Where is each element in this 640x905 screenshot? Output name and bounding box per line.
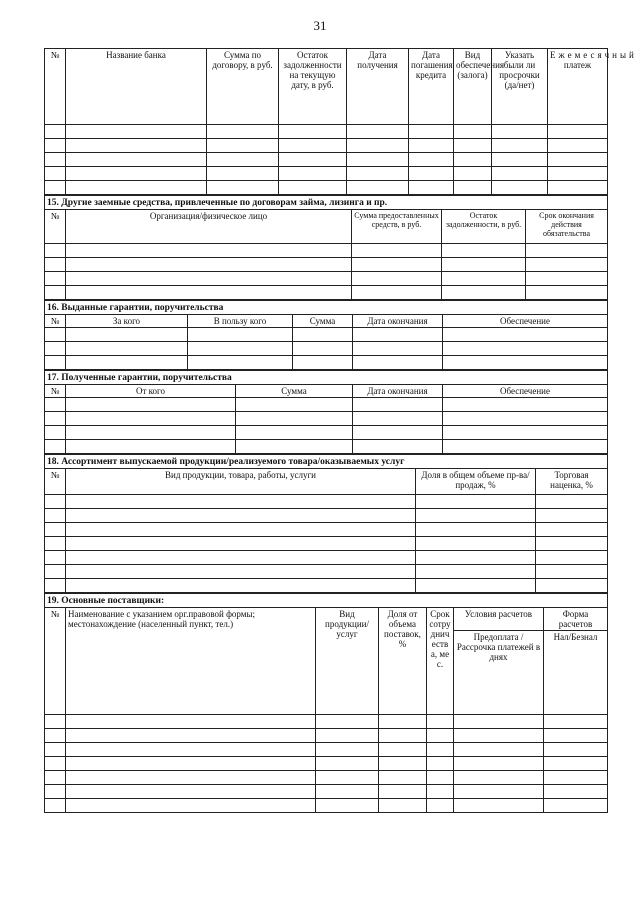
payment-label: платеж bbox=[563, 60, 592, 70]
empty-cell[interactable] bbox=[45, 258, 66, 272]
header-amount: Сумма bbox=[236, 385, 353, 398]
subheader-prepayment: Предоплата / Рассрочка платежей в днях bbox=[454, 631, 544, 715]
empty-cell[interactable] bbox=[379, 743, 427, 757]
empty-cell[interactable] bbox=[442, 286, 526, 300]
empty-cell[interactable] bbox=[353, 328, 443, 342]
empty-row bbox=[45, 785, 608, 799]
empty-cell[interactable] bbox=[66, 272, 352, 286]
empty-cell[interactable] bbox=[45, 771, 66, 785]
empty-cell[interactable] bbox=[548, 167, 608, 181]
header-for-whom: За кого bbox=[66, 315, 188, 328]
empty-cell[interactable] bbox=[544, 785, 608, 799]
empty-cell[interactable] bbox=[536, 537, 608, 551]
empty-cell[interactable] bbox=[45, 715, 66, 729]
empty-cell[interactable] bbox=[409, 153, 454, 167]
empty-cell[interactable] bbox=[66, 495, 416, 509]
header-product-kind: Вид продукции/услуг bbox=[316, 608, 379, 715]
empty-cell[interactable] bbox=[66, 579, 416, 593]
empty-row bbox=[45, 771, 608, 785]
empty-row bbox=[45, 440, 608, 454]
empty-cell[interactable] bbox=[45, 328, 66, 342]
empty-cell[interactable] bbox=[443, 426, 608, 440]
empty-cell[interactable] bbox=[45, 356, 66, 370]
empty-cell[interactable] bbox=[188, 356, 293, 370]
empty-cell[interactable] bbox=[45, 495, 66, 509]
empty-row bbox=[45, 167, 608, 181]
empty-row bbox=[45, 743, 608, 757]
empty-cell[interactable] bbox=[66, 167, 207, 181]
empty-cell[interactable] bbox=[353, 398, 443, 412]
empty-cell[interactable] bbox=[316, 729, 379, 743]
empty-cell[interactable] bbox=[66, 715, 316, 729]
section-15-title: 15. Другие заемные средства, привлеченные по договорам займа, лизинга и пр. bbox=[45, 196, 608, 210]
empty-cell[interactable] bbox=[45, 412, 66, 426]
empty-cell[interactable] bbox=[188, 342, 293, 356]
header-in-favor-of: В пользу кого bbox=[188, 315, 293, 328]
section-16-rows bbox=[45, 328, 608, 370]
empty-cell[interactable] bbox=[544, 771, 608, 785]
empty-cell[interactable] bbox=[544, 757, 608, 771]
empty-cell[interactable] bbox=[279, 139, 347, 153]
header-debt-balance: Остаток задолженности, в руб. bbox=[442, 210, 526, 244]
empty-cell[interactable] bbox=[379, 785, 427, 799]
empty-cell[interactable] bbox=[66, 342, 188, 356]
empty-cell[interactable] bbox=[416, 523, 536, 537]
empty-cell[interactable] bbox=[492, 125, 548, 139]
empty-cell[interactable] bbox=[45, 729, 66, 743]
empty-cell[interactable] bbox=[544, 729, 608, 743]
empty-cell[interactable] bbox=[316, 743, 379, 757]
header-provided-amount: Сумма предоставленных средств, в руб. bbox=[352, 210, 442, 244]
empty-cell[interactable] bbox=[66, 565, 416, 579]
empty-cell[interactable] bbox=[207, 167, 279, 181]
empty-cell[interactable] bbox=[347, 153, 409, 167]
section-15-rows bbox=[45, 244, 608, 300]
empty-cell[interactable] bbox=[207, 153, 279, 167]
empty-row bbox=[45, 258, 608, 272]
empty-cell[interactable] bbox=[454, 743, 544, 757]
empty-row bbox=[45, 729, 608, 743]
empty-cell[interactable] bbox=[526, 244, 608, 258]
header-security: Обеспечение bbox=[443, 385, 608, 398]
empty-cell[interactable] bbox=[236, 440, 353, 454]
empty-cell[interactable] bbox=[427, 757, 454, 771]
empty-cell[interactable] bbox=[492, 153, 548, 167]
section-19-rows bbox=[45, 715, 608, 813]
empty-cell[interactable] bbox=[353, 440, 443, 454]
header-end-date: Дата окончания bbox=[353, 385, 443, 398]
header-number: № bbox=[45, 210, 66, 244]
empty-row bbox=[45, 328, 608, 342]
empty-cell[interactable] bbox=[353, 356, 443, 370]
empty-cell[interactable] bbox=[279, 125, 347, 139]
empty-cell[interactable] bbox=[45, 244, 66, 258]
empty-cell[interactable] bbox=[45, 509, 66, 523]
empty-cell[interactable] bbox=[536, 523, 608, 537]
empty-cell[interactable] bbox=[66, 551, 416, 565]
empty-cell[interactable] bbox=[536, 551, 608, 565]
empty-cell[interactable] bbox=[45, 799, 66, 813]
empty-row bbox=[45, 153, 608, 167]
section-19-title: 19. Основные поставщики: bbox=[45, 594, 608, 608]
empty-cell[interactable] bbox=[66, 181, 207, 195]
monthly-label: Ежемесячный bbox=[550, 50, 637, 60]
empty-row bbox=[45, 426, 608, 440]
header-receipt-date: Дата получения bbox=[347, 49, 409, 125]
empty-cell[interactable] bbox=[293, 342, 353, 356]
empty-cell[interactable] bbox=[416, 565, 536, 579]
empty-cell[interactable] bbox=[188, 328, 293, 342]
header-amount: Сумма bbox=[293, 315, 353, 328]
empty-cell[interactable] bbox=[454, 785, 544, 799]
empty-cell[interactable] bbox=[454, 153, 492, 167]
header-markup-percent: Торговая наценка, % bbox=[536, 469, 608, 495]
header-number: № bbox=[45, 608, 66, 715]
empty-cell[interactable] bbox=[492, 139, 548, 153]
header-bank-name: Название банка bbox=[66, 49, 207, 125]
empty-cell[interactable] bbox=[379, 799, 427, 813]
empty-cell[interactable] bbox=[352, 244, 442, 258]
header-obligation-end: Срок окончания действия обязательства bbox=[526, 210, 608, 244]
empty-cell[interactable] bbox=[279, 153, 347, 167]
section-17-title: 17. Полученные гарантии, поручительства bbox=[45, 371, 608, 385]
empty-cell[interactable] bbox=[207, 125, 279, 139]
empty-cell[interactable] bbox=[66, 153, 207, 167]
empty-cell[interactable] bbox=[66, 509, 416, 523]
empty-cell[interactable] bbox=[416, 509, 536, 523]
empty-cell[interactable] bbox=[45, 743, 66, 757]
empty-cell[interactable] bbox=[352, 272, 442, 286]
empty-cell[interactable] bbox=[207, 181, 279, 195]
empty-row bbox=[45, 398, 608, 412]
empty-cell[interactable] bbox=[45, 153, 66, 167]
empty-cell[interactable] bbox=[279, 181, 347, 195]
header-debt-balance: Остаток задолженности на текущую дату, в руб. bbox=[279, 49, 347, 125]
empty-cell[interactable] bbox=[442, 272, 526, 286]
empty-row bbox=[45, 799, 608, 813]
empty-cell[interactable] bbox=[66, 398, 236, 412]
empty-cell[interactable] bbox=[45, 551, 66, 565]
empty-cell[interactable] bbox=[66, 139, 207, 153]
header-supply-share: Доля от объема поставок, % bbox=[379, 608, 427, 715]
empty-row bbox=[45, 495, 608, 509]
section-16-table bbox=[44, 300, 608, 370]
empty-row bbox=[45, 537, 608, 551]
empty-cell[interactable] bbox=[279, 167, 347, 181]
empty-cell[interactable] bbox=[427, 785, 454, 799]
empty-cell[interactable] bbox=[45, 579, 66, 593]
empty-cell[interactable] bbox=[316, 715, 379, 729]
empty-cell[interactable] bbox=[45, 167, 66, 181]
empty-cell[interactable] bbox=[236, 412, 353, 426]
header-collateral-type: Вид обеспечения (залога) bbox=[454, 49, 492, 125]
header-from-whom: От кого bbox=[66, 385, 236, 398]
empty-cell[interactable] bbox=[66, 743, 316, 757]
section-18-title: 18. Ассортимент выпускаемой продукции/реализуемого товара/оказываемых услуг bbox=[45, 455, 608, 469]
empty-cell[interactable] bbox=[347, 125, 409, 139]
empty-row bbox=[45, 565, 608, 579]
empty-cell[interactable] bbox=[45, 272, 66, 286]
empty-cell[interactable] bbox=[379, 729, 427, 743]
empty-cell[interactable] bbox=[409, 181, 454, 195]
empty-cell[interactable] bbox=[66, 785, 316, 799]
empty-cell[interactable] bbox=[536, 579, 608, 593]
section-17-rows bbox=[45, 398, 608, 454]
empty-cell[interactable] bbox=[544, 799, 608, 813]
empty-cell[interactable] bbox=[454, 139, 492, 153]
empty-cell[interactable] bbox=[454, 757, 544, 771]
empty-cell[interactable] bbox=[548, 181, 608, 195]
empty-row bbox=[45, 244, 608, 258]
empty-cell[interactable] bbox=[536, 509, 608, 523]
bank-rows bbox=[45, 125, 608, 195]
header-product-type: Вид продукции, товара, работы, услуги bbox=[66, 469, 416, 495]
empty-cell[interactable] bbox=[492, 167, 548, 181]
empty-cell[interactable] bbox=[45, 565, 66, 579]
section-16-title: 16. Выданные гарантии, поручительства bbox=[45, 301, 608, 315]
empty-cell[interactable] bbox=[45, 785, 66, 799]
empty-cell[interactable] bbox=[443, 440, 608, 454]
empty-cell[interactable] bbox=[45, 125, 66, 139]
empty-cell[interactable] bbox=[45, 342, 66, 356]
empty-row bbox=[45, 125, 608, 139]
empty-cell[interactable] bbox=[427, 743, 454, 757]
form-sheet bbox=[44, 48, 637, 813]
empty-cell[interactable] bbox=[353, 412, 443, 426]
empty-cell[interactable] bbox=[45, 757, 66, 771]
empty-cell[interactable] bbox=[66, 440, 236, 454]
empty-cell[interactable] bbox=[454, 125, 492, 139]
empty-cell[interactable] bbox=[66, 523, 416, 537]
header-cooperation-term: Срок сотрудничества, мес. bbox=[427, 608, 454, 715]
empty-cell[interactable] bbox=[526, 258, 608, 272]
header-organization: Организация/физическое лицо bbox=[66, 210, 352, 244]
header-number: № bbox=[45, 49, 66, 125]
empty-cell[interactable] bbox=[379, 757, 427, 771]
empty-cell[interactable] bbox=[66, 799, 316, 813]
empty-cell[interactable] bbox=[66, 537, 416, 551]
empty-cell[interactable] bbox=[416, 579, 536, 593]
empty-cell[interactable] bbox=[66, 771, 316, 785]
empty-cell[interactable] bbox=[66, 426, 236, 440]
empty-cell[interactable] bbox=[548, 125, 608, 139]
empty-cell[interactable] bbox=[526, 286, 608, 300]
empty-cell[interactable] bbox=[66, 356, 188, 370]
empty-cell[interactable] bbox=[45, 286, 66, 300]
empty-cell[interactable] bbox=[416, 495, 536, 509]
header-number: № bbox=[45, 315, 66, 328]
empty-cell[interactable] bbox=[443, 356, 608, 370]
empty-cell[interactable] bbox=[353, 342, 443, 356]
empty-cell[interactable] bbox=[544, 743, 608, 757]
empty-cell[interactable] bbox=[416, 537, 536, 551]
empty-cell[interactable] bbox=[443, 342, 608, 356]
empty-cell[interactable] bbox=[45, 398, 66, 412]
empty-cell[interactable] bbox=[66, 125, 207, 139]
empty-cell[interactable] bbox=[66, 258, 352, 272]
section-18-table bbox=[44, 454, 608, 593]
section-17-table bbox=[44, 370, 608, 454]
empty-cell[interactable] bbox=[347, 181, 409, 195]
empty-cell[interactable] bbox=[427, 729, 454, 743]
empty-cell[interactable] bbox=[207, 139, 279, 153]
empty-cell[interactable] bbox=[544, 715, 608, 729]
empty-cell[interactable] bbox=[45, 523, 66, 537]
section-15-table bbox=[44, 195, 608, 300]
empty-cell[interactable] bbox=[409, 139, 454, 153]
empty-cell[interactable] bbox=[45, 139, 66, 153]
header-number: № bbox=[45, 469, 66, 495]
empty-cell[interactable] bbox=[66, 729, 316, 743]
empty-row bbox=[45, 181, 608, 195]
empty-cell[interactable] bbox=[66, 757, 316, 771]
empty-cell[interactable] bbox=[548, 153, 608, 167]
empty-cell[interactable] bbox=[454, 181, 492, 195]
empty-cell[interactable] bbox=[409, 125, 454, 139]
header-payment-terms: Условия расчетов bbox=[454, 608, 544, 631]
empty-row bbox=[45, 139, 608, 153]
empty-cell[interactable] bbox=[66, 412, 236, 426]
empty-row bbox=[45, 715, 608, 729]
empty-row bbox=[45, 523, 608, 537]
empty-cell[interactable] bbox=[548, 139, 608, 153]
empty-cell[interactable] bbox=[316, 799, 379, 813]
header-number: № bbox=[45, 385, 66, 398]
empty-row bbox=[45, 342, 608, 356]
empty-cell[interactable] bbox=[45, 440, 66, 454]
empty-row bbox=[45, 356, 608, 370]
empty-cell[interactable] bbox=[409, 167, 454, 181]
empty-cell[interactable] bbox=[352, 258, 442, 272]
empty-cell[interactable] bbox=[293, 356, 353, 370]
empty-cell[interactable] bbox=[526, 272, 608, 286]
empty-cell[interactable] bbox=[45, 537, 66, 551]
empty-row bbox=[45, 272, 608, 286]
empty-row bbox=[45, 509, 608, 523]
empty-cell[interactable] bbox=[427, 771, 454, 785]
empty-cell[interactable] bbox=[347, 139, 409, 153]
section-19-table bbox=[44, 593, 608, 813]
empty-cell[interactable] bbox=[443, 398, 608, 412]
subheader-cash-noncash: Нал/Безнал bbox=[544, 631, 608, 715]
empty-cell[interactable] bbox=[492, 181, 548, 195]
empty-cell[interactable] bbox=[443, 328, 608, 342]
header-supplier-name: Наименование с указанием орг.правовой формы; местонахождение (населенный пункт, тел.) bbox=[66, 608, 316, 715]
header-monthly-payment bbox=[548, 49, 637, 125]
empty-cell[interactable] bbox=[427, 715, 454, 729]
empty-cell[interactable] bbox=[536, 495, 608, 509]
empty-row bbox=[45, 757, 608, 771]
empty-cell[interactable] bbox=[536, 565, 608, 579]
header-end-date: Дата окончания bbox=[353, 315, 443, 328]
empty-cell[interactable] bbox=[454, 167, 492, 181]
empty-cell[interactable] bbox=[443, 412, 608, 426]
header-share-percent: Доля в общем объеме пр-ва/продаж, % bbox=[416, 469, 536, 495]
header-security: Обеспечение bbox=[443, 315, 608, 328]
section-18-rows bbox=[45, 495, 608, 593]
empty-row bbox=[45, 286, 608, 300]
header-overdue: Указать были ли просрочки (да/нет) bbox=[492, 49, 548, 125]
empty-cell[interactable] bbox=[427, 799, 454, 813]
empty-cell[interactable] bbox=[454, 771, 544, 785]
header-payment-form: Форма расчетов bbox=[544, 608, 608, 631]
empty-cell[interactable] bbox=[454, 729, 544, 743]
empty-cell[interactable] bbox=[45, 181, 66, 195]
empty-cell[interactable] bbox=[379, 715, 427, 729]
empty-cell[interactable] bbox=[45, 426, 66, 440]
empty-cell[interactable] bbox=[316, 771, 379, 785]
empty-row bbox=[45, 551, 608, 565]
empty-row bbox=[45, 412, 608, 426]
empty-cell[interactable] bbox=[379, 771, 427, 785]
header-contract-amount: Сумма по договору, в руб. bbox=[207, 49, 279, 125]
empty-cell[interactable] bbox=[316, 785, 379, 799]
empty-cell[interactable] bbox=[442, 258, 526, 272]
page-number: 31 bbox=[313, 18, 327, 33]
empty-cell[interactable] bbox=[347, 167, 409, 181]
bank-loans-table bbox=[44, 48, 637, 195]
empty-cell[interactable] bbox=[416, 551, 536, 565]
empty-cell[interactable] bbox=[353, 426, 443, 440]
empty-cell[interactable] bbox=[454, 715, 544, 729]
empty-cell[interactable] bbox=[442, 244, 526, 258]
empty-cell[interactable] bbox=[454, 799, 544, 813]
empty-cell[interactable] bbox=[236, 426, 353, 440]
empty-cell[interactable] bbox=[236, 398, 353, 412]
empty-cell[interactable] bbox=[66, 286, 352, 300]
empty-row bbox=[45, 579, 608, 593]
header-repayment-date: Дата погашения кредита bbox=[409, 49, 454, 125]
empty-cell[interactable] bbox=[316, 757, 379, 771]
empty-cell[interactable] bbox=[293, 328, 353, 342]
empty-cell[interactable] bbox=[352, 286, 442, 300]
empty-cell[interactable] bbox=[66, 244, 352, 258]
empty-cell[interactable] bbox=[66, 328, 188, 342]
